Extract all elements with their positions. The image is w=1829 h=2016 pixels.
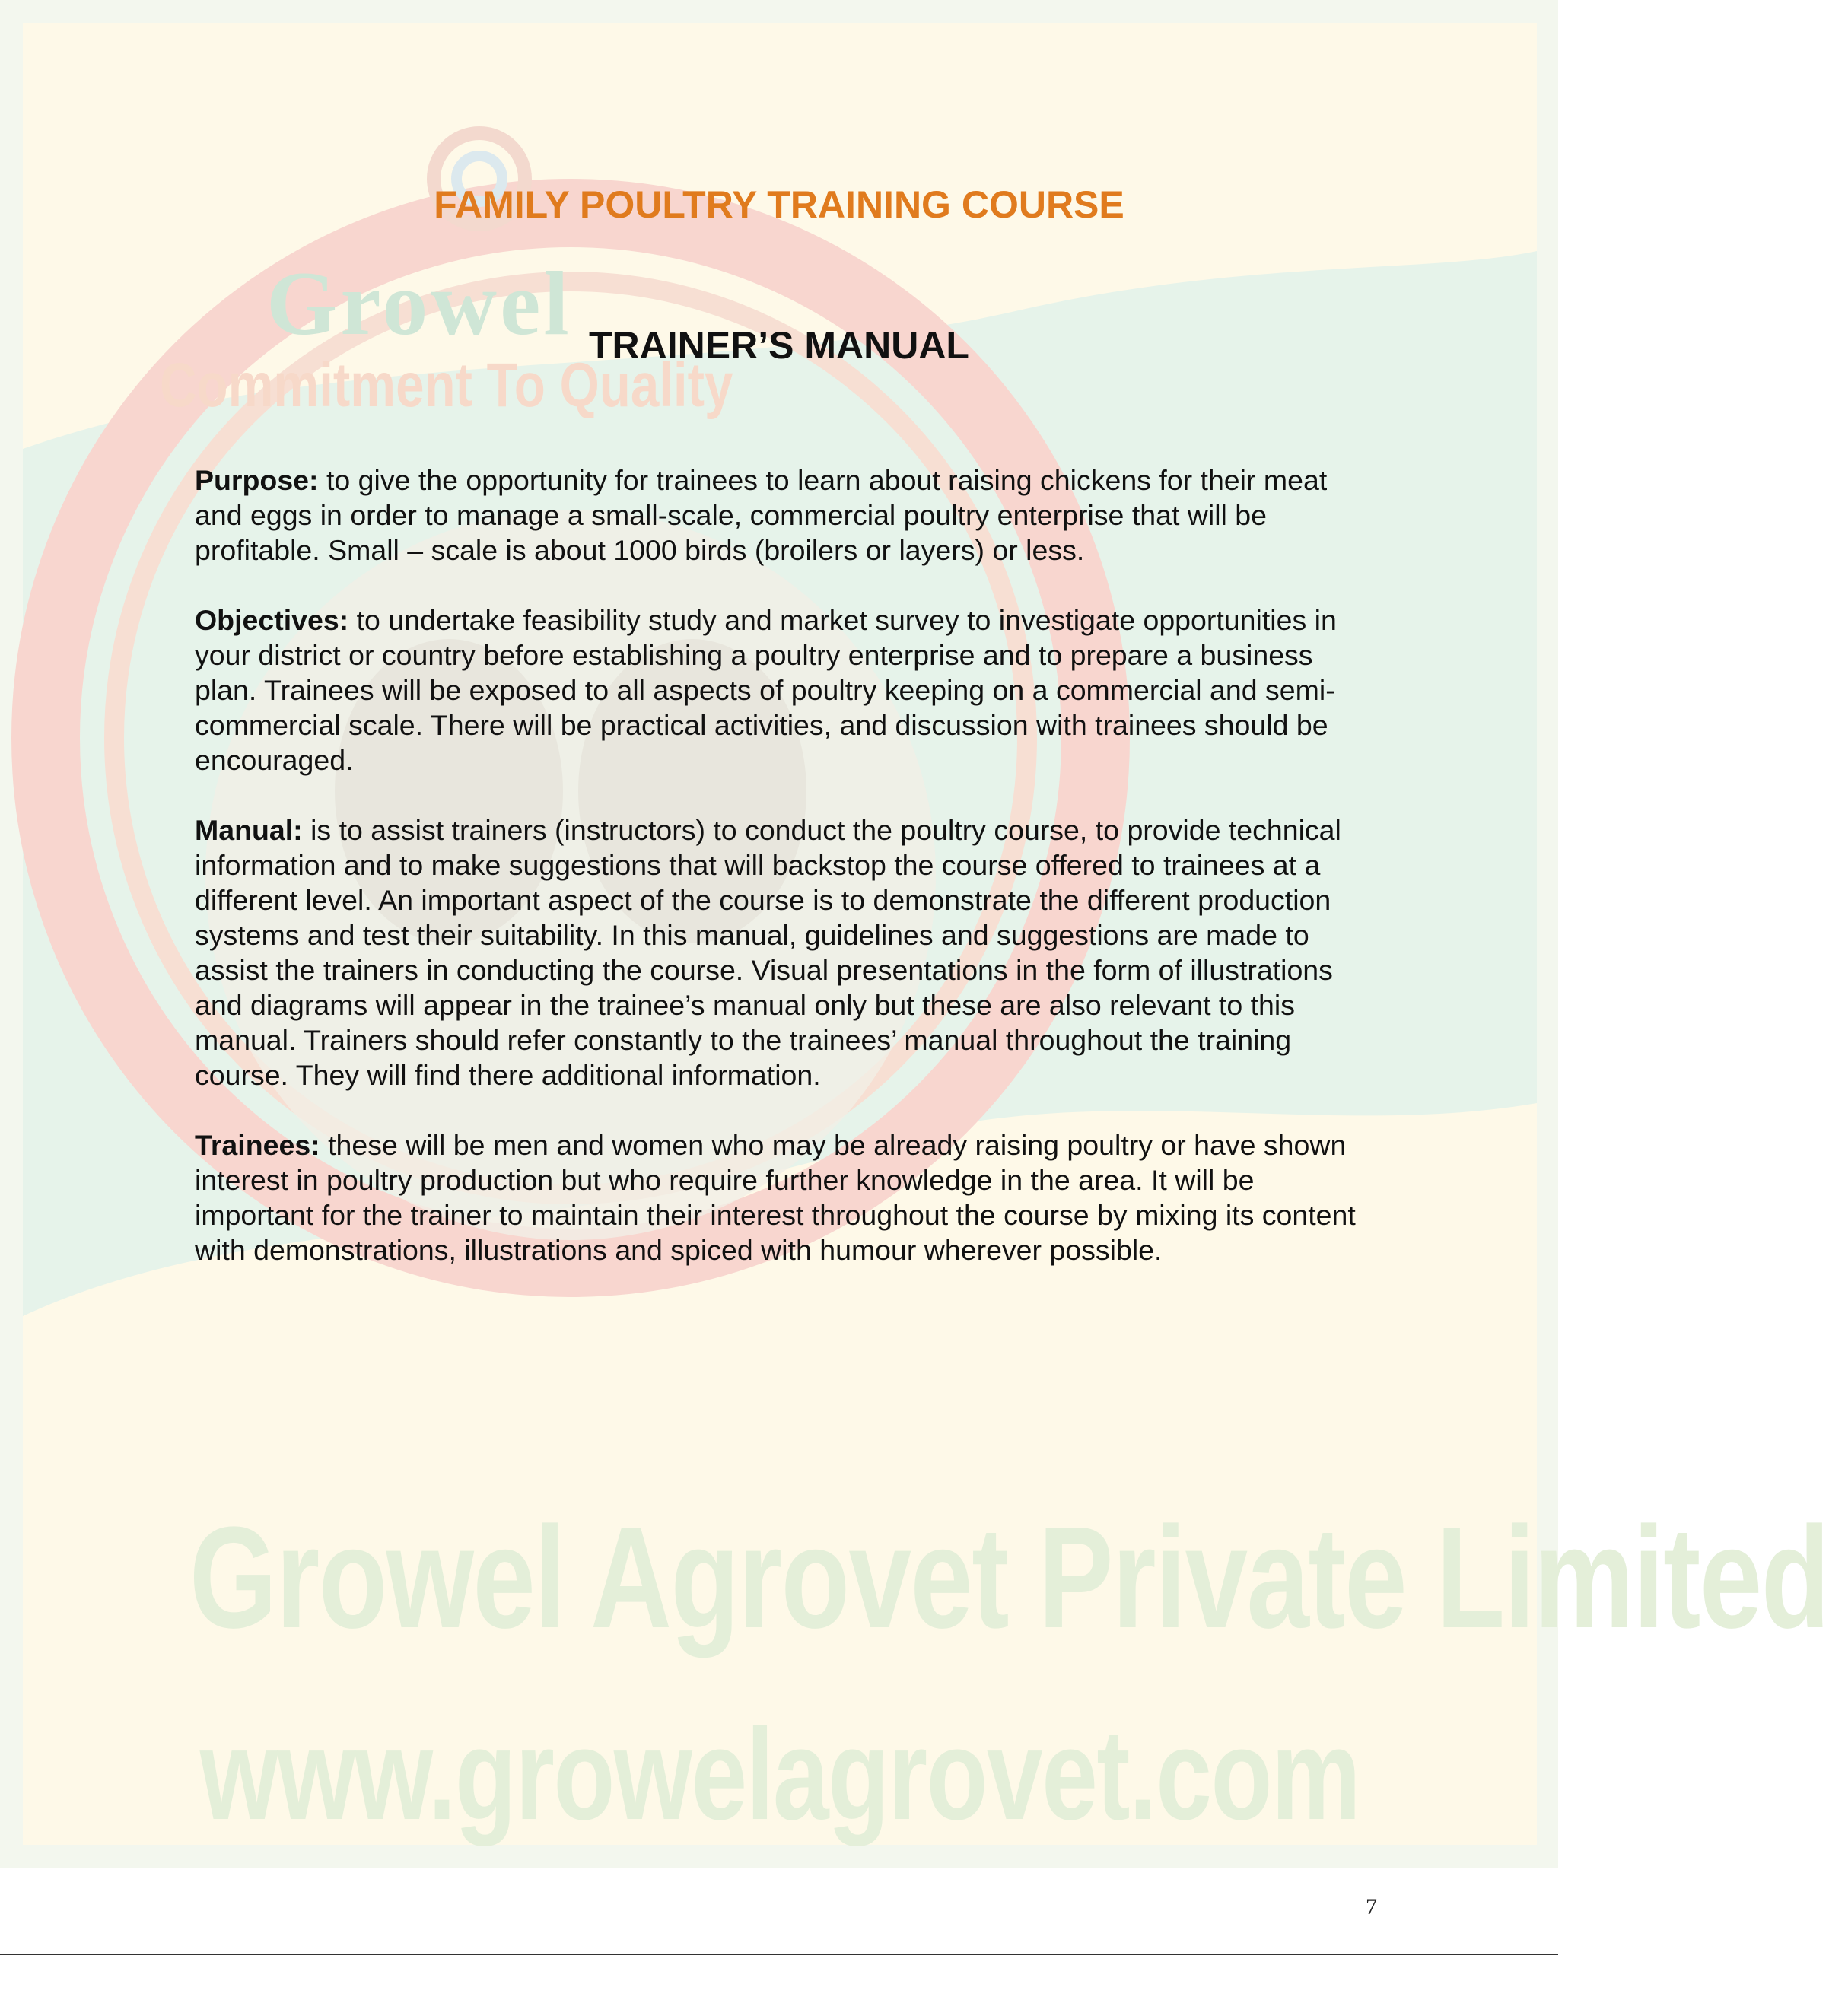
purpose-label: Purpose: [195,464,319,496]
document-body [195,463,1366,1302]
manual-text: is to assist trainers (instructors) to conduct the poultry course, to provide technical information and to make suggestions that will backstop the course offered to trainees at a different level. An important aspect of the course is to demonstrate the different production systems and test their suitability. In this manual, guidelines and suggestions are made to assist the trainers in conducting the course. Visual presentations in the form of illustrations and diagrams will appear in the trainee’s manual only but these are also relevant to this manual. Trainers should refer constantly to the trainees’ manual throughout the training course. They will find there additional information. [195,814,1341,1091]
watermark-tagline: Commitment To Quality [160,351,733,420]
watermark-company: Growel Agrovet Private Limited [189,1497,1829,1658]
page-number: 7 [1366,1894,1377,1919]
trainees-paragraph [195,1127,1366,1267]
trainees-label: Trainees: [195,1129,320,1161]
watermark-website: www.growelagrovet.com [199,1703,1360,1847]
objectives-paragraph [195,603,1366,777]
footer-divider [0,1954,1558,1955]
document-title: FAMILY POULTRY TRAINING COURSE [434,183,1124,226]
objectives-text: to undertake feasibility study and market survey to investigate opportunities in your district or country before establishing a poultry enterprise and to prepare a business plan. Trainees will be exposed to all aspects of poultry keeping on a commercial and semi-commercial scale. There will be practical activities, and discussion with trainees should be encouraged. [195,604,1337,776]
purpose-paragraph [195,463,1366,568]
manual-paragraph [195,812,1366,1092]
purpose-text: to give the opportunity for trainees to learn about raising chickens for their meat and eggs in order to manage a small-scale, commercial poultry enterprise that will be profitable. Small – scale is about 1000 birds (broilers or layers) or less. [195,464,1328,566]
watermark-brand: Growel [266,253,572,354]
trainees-text: these will be men and women who may be already raising poultry or have shown interest in poultry production but who require further knowledge in the area. It will be important for the trainer to maintain their interest throughout the course by mixing its content with demonstrations, illustrations and spiced with humour wherever possible. [195,1129,1356,1266]
manual-label: Manual: [195,814,303,846]
document-subtitle: TRAINER’S MANUAL [589,324,969,367]
objectives-label: Objectives: [195,604,349,636]
